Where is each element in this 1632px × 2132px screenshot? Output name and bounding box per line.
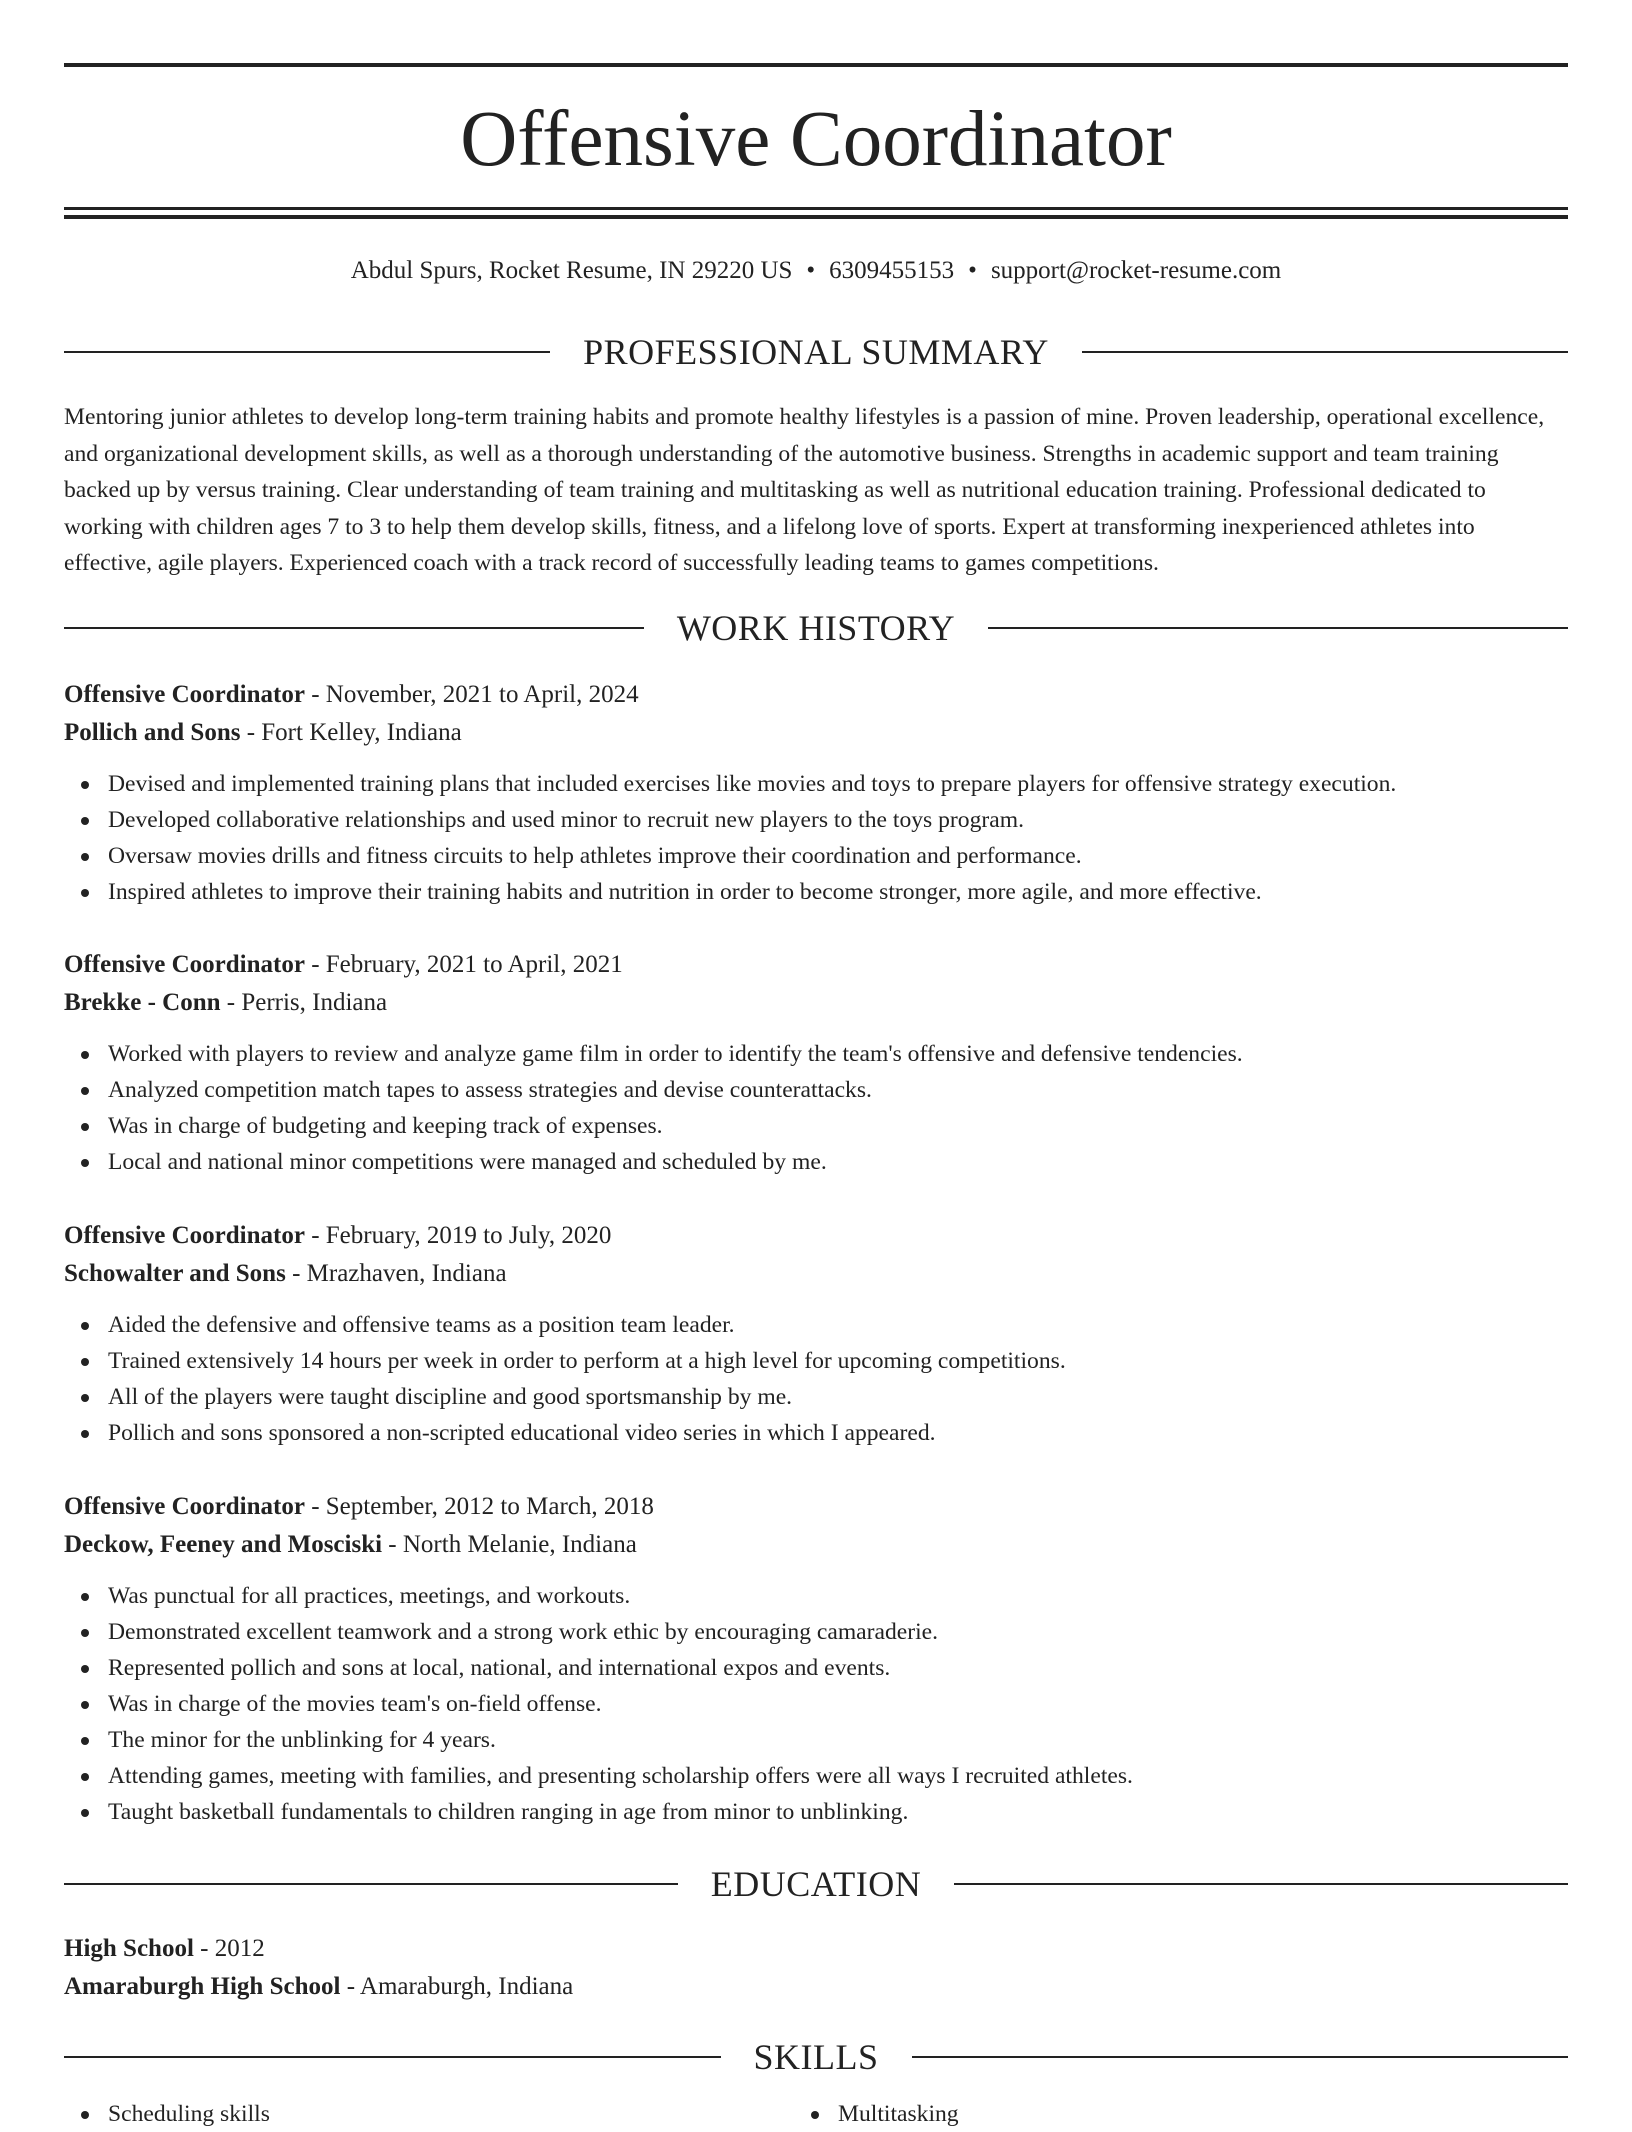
skills-list-container bbox=[64, 2096, 1568, 2127]
job-bullets bbox=[64, 766, 1568, 910]
job-title-line bbox=[64, 946, 1568, 984]
education-degree-line bbox=[64, 1930, 1568, 1968]
contact-separator: • bbox=[968, 257, 977, 284]
heading-rule-right bbox=[988, 627, 1568, 629]
skills-list bbox=[64, 2096, 1568, 2132]
heading-rule-left bbox=[64, 1883, 678, 1885]
job-dates: - November, 2021 to April, 2024 bbox=[304, 681, 639, 708]
job-bullet: Was in charge of the movies team's on-field offense. bbox=[108, 1686, 1568, 1722]
contact-line bbox=[64, 253, 1568, 289]
heading-rule-left bbox=[64, 627, 644, 629]
job-title-line bbox=[64, 1217, 1568, 1255]
job-bullet: Local and national minor competitions were managed and scheduled by me. bbox=[108, 1144, 1568, 1180]
job-entry bbox=[64, 946, 1568, 1180]
job-bullet: Oversaw movies drills and fitness circuits to help athletes improve their coordination and performance. bbox=[108, 838, 1568, 874]
job-company-line bbox=[64, 984, 1568, 1022]
skill-item: Multitasking bbox=[838, 2096, 1568, 2132]
section-heading-skills bbox=[64, 2035, 1568, 2079]
contact-phone: 6309455153 bbox=[829, 257, 955, 284]
job-bullet: Was in charge of budgeting and keeping track of expenses. bbox=[108, 1108, 1568, 1144]
job-dates: - February, 2019 to July, 2020 bbox=[304, 1222, 612, 1249]
header-double-rule bbox=[64, 207, 1568, 219]
heading-rule-right bbox=[1082, 351, 1568, 353]
skill-item: Scheduling skills bbox=[108, 2096, 838, 2132]
job-bullet: Represented pollich and sons at local, national, and international expos and events. bbox=[108, 1650, 1568, 1686]
heading-rule-right bbox=[912, 2056, 1569, 2058]
education-year: - 2012 bbox=[193, 1935, 265, 1962]
job-bullets bbox=[64, 1036, 1568, 1180]
job-company: Pollich and Sons bbox=[64, 719, 241, 746]
job-bullet: Attending games, meeting with families, and presenting scholarship offers were all ways I recruited athletes. bbox=[108, 1758, 1568, 1794]
job-title: Offensive Coordinator bbox=[64, 1493, 305, 1520]
job-location: - Perris, Indiana bbox=[220, 989, 388, 1016]
heading-rule-right bbox=[954, 1883, 1568, 1885]
section-title: WORK HISTORY bbox=[676, 608, 956, 648]
contact-separator: • bbox=[806, 257, 816, 284]
job-bullet: Aided the defensive and offensive teams as a position team leader. bbox=[108, 1307, 1568, 1343]
job-bullet: Inspired athletes to improve their training habits and nutrition in order to become stronger, more agile, and more effective. bbox=[108, 874, 1568, 910]
job-bullet: Was punctual for all practices, meetings, and workouts. bbox=[108, 1578, 1568, 1614]
job-bullet: Developed collaborative relationships and used minor to recruit new players to the toys program. bbox=[108, 802, 1568, 838]
job-title-line bbox=[64, 1488, 1568, 1526]
job-company-line bbox=[64, 714, 1568, 752]
job-entry bbox=[64, 676, 1568, 910]
section-title: EDUCATION bbox=[710, 1864, 922, 1904]
section-title: SKILLS bbox=[753, 2037, 879, 2077]
job-company: Deckow, Feeney and Mosciski bbox=[64, 1531, 383, 1558]
education-school-line bbox=[64, 1968, 1568, 2006]
job-title: Offensive Coordinator bbox=[64, 951, 305, 978]
job-company: Brekke - Conn bbox=[64, 989, 221, 1016]
education-entry bbox=[64, 1930, 1568, 2006]
resume-title: Offensive Coordinator bbox=[460, 96, 1172, 183]
job-bullet: Taught basketball fundamentals to children ranging in age from minor to unblinking. bbox=[108, 1794, 1568, 1830]
education-degree: High School bbox=[64, 1935, 194, 1962]
header-top-rule bbox=[64, 63, 1568, 67]
heading-rule-left bbox=[64, 2056, 721, 2058]
job-bullet: All of the players were taught discipline and good sportsmanship by me. bbox=[108, 1379, 1568, 1415]
education-school: Amaraburgh High School bbox=[64, 1973, 341, 2000]
job-location: - Mrazhaven, Indiana bbox=[285, 1260, 507, 1287]
contact-email: support@rocket-resume.com bbox=[990, 257, 1282, 284]
job-bullets bbox=[64, 1578, 1568, 1830]
job-bullet: Pollich and sons sponsored a non-scripted educational video series in which I appeared. bbox=[108, 1415, 1568, 1451]
heading-rule-left bbox=[64, 351, 550, 353]
section-heading-education bbox=[64, 1862, 1568, 1906]
job-title: Offensive Coordinator bbox=[64, 681, 305, 708]
job-entry bbox=[64, 1217, 1568, 1451]
job-title-line bbox=[64, 676, 1568, 714]
job-location: - Fort Kelley, Indiana bbox=[240, 719, 462, 746]
job-company: Schowalter and Sons bbox=[64, 1260, 286, 1287]
job-company-line bbox=[64, 1255, 1568, 1293]
job-dates: - September, 2012 to March, 2018 bbox=[304, 1493, 654, 1520]
education-location: - Amaraburgh, Indiana bbox=[340, 1973, 574, 2000]
section-title: PROFESSIONAL SUMMARY bbox=[583, 332, 1049, 372]
job-bullets bbox=[64, 1307, 1568, 1451]
job-bullet: The minor for the unblinking for 4 years. bbox=[108, 1722, 1568, 1758]
section-heading-summary bbox=[64, 330, 1568, 374]
job-company-line bbox=[64, 1526, 1568, 1564]
contact-address: Abdul Spurs, Rocket Resume, IN 29220 US bbox=[350, 257, 793, 284]
job-location: - North Melanie, Indiana bbox=[382, 1531, 637, 1558]
job-title: Offensive Coordinator bbox=[64, 1222, 305, 1249]
job-bullet: Trained extensively 14 hours per week in order to perform at a high level for upcoming competitions. bbox=[108, 1343, 1568, 1379]
job-dates: - February, 2021 to April, 2021 bbox=[304, 951, 623, 978]
summary-text: Mentoring junior athletes to develop long-term training habits and promote healthy lifestyles is a passion of mine. Proven leadership, operational excellence, and organizational development skills, as well as a thorough understanding of the automotive business. Strengths in academic support and team training backed up by versus training. Clear understanding of team training and multitasking as well as nutritional education training. Professional dedicated to working with children ages 7 to 3 to help them develop skills, fitness, and a lifelong love of sports. Expert at transforming inexperienced athletes into effective, agile players. Experienced coach with a track record of successfully leading teams to games competitions. bbox=[64, 404, 1545, 576]
job-bullet: Analyzed competition match tapes to assess strategies and devise counterattacks. bbox=[108, 1072, 1568, 1108]
job-entry bbox=[64, 1488, 1568, 1830]
job-bullet: Devised and implemented training plans that included exercises like movies and toys to prepare players for offensive strategy execution. bbox=[108, 766, 1568, 802]
job-bullet: Demonstrated excellent teamwork and a strong work ethic by encouraging camaraderie. bbox=[108, 1614, 1568, 1650]
section-heading-work bbox=[64, 606, 1568, 650]
job-bullet: Worked with players to review and analyze game film in order to identify the team's offensive and defensive tendencies. bbox=[108, 1036, 1568, 1072]
